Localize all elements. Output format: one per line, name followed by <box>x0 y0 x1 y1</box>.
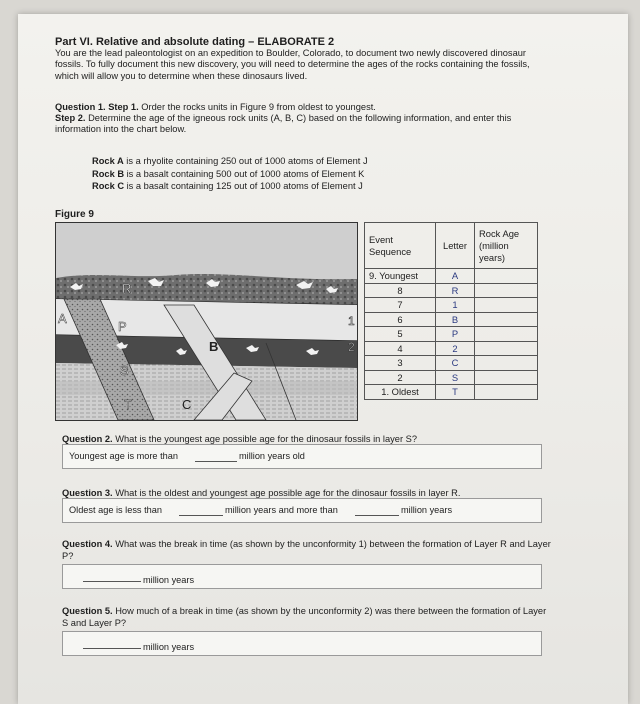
q3-answer-box[interactable] <box>62 498 542 523</box>
question-4 <box>62 539 552 562</box>
q2-answer-suffix: million years old <box>239 451 305 461</box>
cross-section-svg <box>56 223 357 420</box>
q1-step2-text: Determine the age of the igneous rock units (A, B, C) based on the following information, and enter this information into the chart below. <box>55 113 512 135</box>
q4-text: What was the break in time (as shown by the unconformity 1) between the formation of Layer R and Layer P? <box>62 539 551 561</box>
age-input-cell[interactable] <box>475 356 538 371</box>
question-5 <box>62 606 552 629</box>
q2-label: Question 2. <box>62 434 113 444</box>
q5-answer-box[interactable] <box>62 631 542 656</box>
page-title: Part VI. Relative and absolute dating – ELABORATE 2 <box>55 36 335 48</box>
rock-item: Rock B is a basalt containing 500 out of 1000 atoms of Element K <box>92 168 365 179</box>
label-c: C <box>182 397 192 412</box>
age-input-cell[interactable] <box>475 312 538 327</box>
q5-answer-suffix: million years <box>143 642 195 652</box>
q4-blank[interactable] <box>83 571 141 582</box>
worksheet-page <box>18 14 628 704</box>
table-row: 7 1 <box>365 298 538 313</box>
q4-answer-suffix: million years <box>143 575 195 585</box>
label-a: A <box>58 311 67 326</box>
age-input-cell[interactable] <box>475 269 538 284</box>
q1-step1-label: Question 1. Step 1. <box>55 102 139 112</box>
q4-answer-box[interactable] <box>62 564 542 589</box>
label-p: P <box>118 319 127 334</box>
age-input-cell[interactable] <box>475 341 538 356</box>
q3-label: Question 3. <box>62 488 113 498</box>
age-input-cell[interactable] <box>475 298 538 313</box>
intro-paragraph: You are the lead paleontologist on an expedition to Boulder, Colorado, to document two newly discovered dinosaur fossils. To fully document this new discovery, you will need to determine the ages of the rocks containing the fossils, which will allow you to determine when these dinosaurs lived. <box>55 48 530 81</box>
rock-cross-section-figure <box>55 222 358 421</box>
age-input-cell[interactable] <box>475 370 538 385</box>
table-row: 5 P <box>365 327 538 342</box>
label-t: T <box>124 397 132 412</box>
header-sequence: Event Sequence <box>365 223 436 269</box>
q3-blank-2[interactable] <box>355 505 399 516</box>
q3-answer-b: million years and more than <box>225 505 338 515</box>
q2-answer-prefix: Youngest age is more than <box>69 451 178 461</box>
table-row: 3 C <box>365 356 538 371</box>
q2-text: What is the youngest age possible age for the dinosaur fossils in layer S? <box>112 434 418 444</box>
q1-step1 <box>55 102 555 113</box>
q3-text: What is the oldest and youngest age possible age for the dinosaur fossils in layer R. <box>112 488 461 498</box>
event-sequence-table <box>364 222 538 400</box>
q5-label: Question 5. <box>62 606 113 616</box>
q4-label: Question 4. <box>62 539 113 549</box>
header-letter: Letter <box>436 223 475 269</box>
q2-blank[interactable] <box>195 451 237 462</box>
rock-list <box>92 155 368 193</box>
rock-item: Rock A is a rhyolite containing 250 out of 1000 atoms of Element J <box>92 156 368 166</box>
table-row: 6 B <box>365 312 538 327</box>
q1-step2-label: Step 2. <box>55 113 86 123</box>
q5-text: How much of a break in time (as shown by the unconformity 2) was there between the formation of Layer S and Layer P? <box>62 606 547 628</box>
rock-item: Rock C is a basalt containing 125 out of 1000 atoms of Element J <box>92 181 363 192</box>
age-input-cell[interactable] <box>475 283 538 298</box>
figure-label: Figure 9 <box>55 209 94 220</box>
table-row: 2 S <box>365 370 538 385</box>
q1-step2 <box>55 113 555 136</box>
q2-answer-box[interactable] <box>62 444 542 469</box>
label-r: R <box>122 281 132 296</box>
age-input-cell[interactable] <box>475 385 538 400</box>
label-s: S <box>120 363 129 378</box>
table-row: 9. Youngest A <box>365 269 538 284</box>
unconformity-1-number: 1 <box>348 314 355 328</box>
sky <box>56 223 357 273</box>
table-row: 4 2 <box>365 341 538 356</box>
table-row: 8 R <box>365 283 538 298</box>
header-age: Rock Age (million years) <box>475 223 538 269</box>
table-header-row <box>365 223 538 269</box>
table-row: 1. Oldest T <box>365 385 538 400</box>
unconformity-2-number: 2 <box>348 340 355 354</box>
age-input-cell[interactable] <box>475 327 538 342</box>
q3-answer-a: Oldest age is less than <box>69 505 162 515</box>
label-b: B <box>209 339 219 354</box>
q1-step1-text: Order the rocks units in Figure 9 from oldest to youngest. <box>138 102 376 112</box>
q5-blank[interactable] <box>83 638 141 649</box>
q3-answer-c: million years <box>401 505 453 515</box>
q3-blank-1[interactable] <box>179 505 223 516</box>
